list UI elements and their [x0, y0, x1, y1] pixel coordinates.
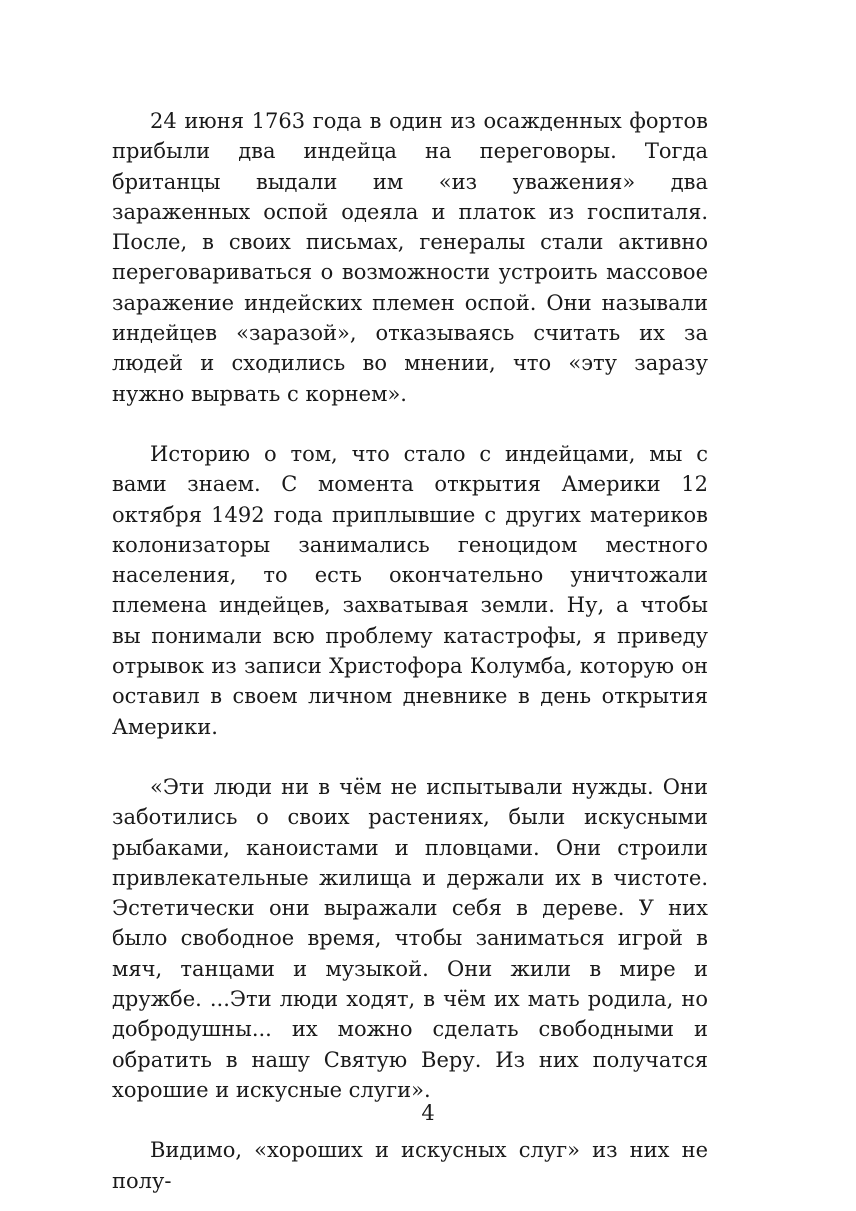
paragraph-1: 24 июня 1763 года в один из осажденных фортов прибыли два индейца на переговоры. Тогда британцы выдали им «из уважения» два зараженных оспой одеяла и платок из госпиталя. После, в своих письмах, генералы стали активно переговариваться о возможности устроить массовое заражение индейских племен оспой. Они называли индейцев «заразой», отказываясь считать их за людей и сходились во мнении, что «эту заразу нужно вырвать с корнем».: [112, 109, 708, 406]
page-number: 4: [421, 1101, 435, 1125]
paragraph-2: Историю о том, что стало с индейцами, мы с вами знаем. С момента открытия Америки 12 октября 1492 года приплывшие с других материков колонизаторы занимались геноцидом местного населения, то есть окончательно уничтожали племена индейцев, захватывая земли. Ну, а чтобы вы понимали всю проблему катастрофы, я приведу отрывок из записи Христофора Колумба, которую он оставил в своем личном дневнике в день открытия Америки.: [112, 441, 708, 739]
paragraph-4: Видимо, «хороших и искусных слуг» из них не полу-: [112, 1138, 708, 1193]
main-text: [112, 106, 708, 1196]
paragraph-3-quote: «Эти люди ни в чём не испытывали нужды. Они заботились о своих растениях, были искусными рыбаками, каноистами и пловцами. Они строили привлекательные жилища и держали их в чистоте. Эстетически они выражали себя в дереве. У них было свободное время, чтобы заниматься игрой в мяч, танцами и музыкой. Они жили в мире и дружбе. ...Эти люди ходят, в чём их мать родила, но добродушны... их можно сделать свободными и обратить в нашу Святую Веру. Из них получатся хорошие и искусные слуги».: [112, 774, 708, 1102]
